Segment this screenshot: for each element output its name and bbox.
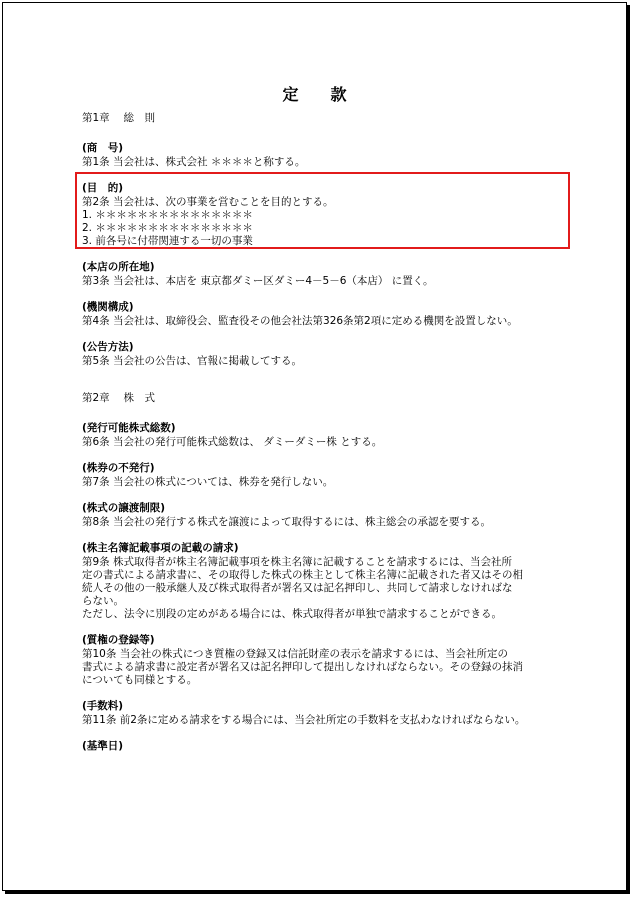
article-text: 第8条 当会社の発行する株式を譲渡によって取得するには、株主総会の承認を要する。	[82, 516, 492, 528]
article-text: 第3条 当会社は、本店を 東京都ダミー区ダミー4－5－6（本店） に置く。	[82, 275, 434, 287]
article-transfer-restriction	[82, 502, 552, 529]
article-no-share-certificates	[82, 462, 552, 489]
article-text: らない。	[82, 595, 124, 607]
article-heading: (株主名簿記載事項の記載の請求)	[82, 542, 239, 554]
article-heading: (基準日)	[82, 740, 124, 752]
article-heading: (商 号)	[82, 142, 124, 154]
article-text: ただし、法令に別段の定めがある場合には、株式取得者が単独で請求することができる。	[82, 608, 502, 620]
article-text: 1. ＊＊＊＊＊＊＊＊＊＊＊＊＊＊＊	[82, 209, 253, 221]
article-shareholder-registry	[82, 542, 552, 621]
article-text: 第2条 当会社は、次の事業を営むことを目的とする。	[82, 196, 334, 208]
article-text: についても同様とする。	[82, 674, 198, 686]
article-text: 第11条 前2条に定める請求をする場合には、当会社所定の手数料を支払わなければならない。	[82, 714, 526, 726]
article-heading: (株券の不発行)	[82, 462, 155, 474]
article-heading: (株式の譲渡制限)	[82, 502, 166, 514]
article-purpose	[82, 182, 552, 248]
article-text: 第7条 当会社の株式については、株券を発行しない。	[82, 476, 334, 488]
article-text: 第6条 当会社の発行可能株式総数は、 ダミーダミー株 とする。	[82, 436, 383, 448]
article-authorized-shares	[82, 422, 552, 449]
article-heading: (本店の所在地)	[82, 261, 155, 273]
article-heading: (質権の登録等)	[82, 634, 155, 646]
article-heading: (目 的)	[82, 182, 124, 194]
article-public-notice	[82, 341, 552, 368]
document-body	[82, 112, 552, 767]
article-organs	[82, 301, 552, 328]
article-text: 第4条 当会社は、取締役会、監査役その他会社法第326条第2項に定める機関を設置しない。	[82, 315, 518, 327]
article-heading: (発行可能株式総数)	[82, 422, 176, 434]
article-text: 第9条 株式取得者が株主名簿記載事項を株主名簿に記載することを請求するには、当会社所	[82, 556, 513, 568]
article-text: 続人その他の一般承継人及び株式取得者が署名又は記名押印し、共同して請求しなければな	[82, 582, 513, 594]
article-text: 第10条 当会社の株式につき質権の登録又は信託財産の表示を請求するには、当会社所定の	[82, 648, 508, 660]
article-text: 定の書式による請求書に、その取得した株式の株主として株主名簿に記載された者又はその相	[82, 569, 523, 581]
article-text: 書式による請求書に設定者が署名又は記名押印して提出しなければならない。その登録の抹消	[82, 661, 523, 673]
article-text: 2. ＊＊＊＊＊＊＊＊＊＊＊＊＊＊＊	[82, 222, 253, 234]
article-text: 3. 前各号に付帯関連する一切の事業	[82, 235, 253, 247]
article-heading: (公告方法)	[82, 341, 134, 353]
document-title: 定 款	[282, 85, 347, 104]
article-heading: (手数料)	[82, 700, 124, 712]
document-page	[2, 2, 627, 891]
chapter-heading: 第1章 総 則	[82, 112, 156, 124]
article-text: 第1条 当会社は、株式会社 ＊＊＊＊と称する。	[82, 156, 306, 168]
article-fees	[82, 700, 552, 727]
article-text: 第5条 当会社の公告は、官報に掲載してする。	[82, 355, 303, 367]
article-heading: (機関構成)	[82, 301, 134, 313]
article-record-date	[82, 740, 552, 754]
chapter-heading: 第2章 株 式	[82, 392, 156, 404]
article-trade-name	[82, 142, 552, 169]
article-head-office	[82, 261, 552, 288]
article-pledge-registration	[82, 634, 552, 687]
